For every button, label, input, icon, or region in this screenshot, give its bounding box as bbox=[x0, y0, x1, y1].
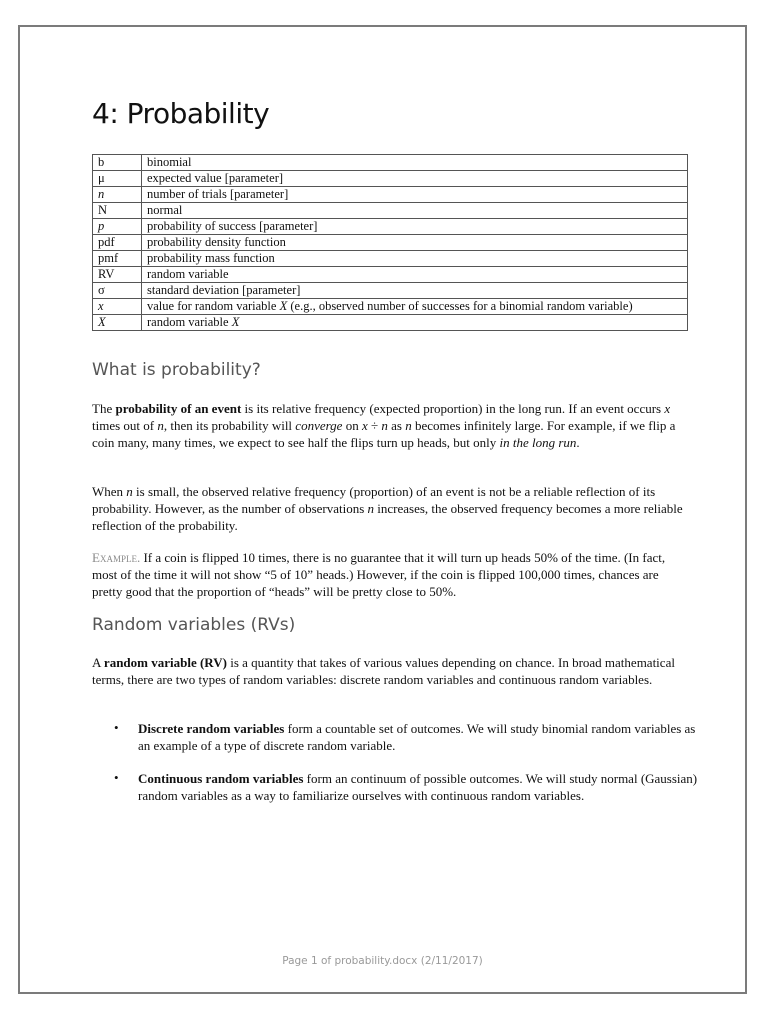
bullet-icon: • bbox=[114, 720, 119, 735]
page-title: 4: Probability bbox=[92, 97, 270, 130]
table-row bbox=[93, 251, 688, 267]
description-cell: probability mass function bbox=[142, 251, 688, 267]
description-text: (e.g., observed number of successes for a binomial random variable) bbox=[287, 299, 633, 313]
table-row bbox=[93, 299, 688, 315]
text: is its relative frequency (expected proportion) in the long run. If an event occurs bbox=[241, 401, 665, 416]
description-cell: probability of success [parameter] bbox=[142, 219, 688, 235]
text: When bbox=[92, 484, 127, 499]
text: is a quantity that takes of various values depending on chance. In broad mathematical terms, there are two types of random variables: discrete random variables and continuous random variables. bbox=[92, 655, 675, 687]
italic-var: n bbox=[157, 418, 164, 433]
table-row bbox=[93, 187, 688, 203]
symbol-italic: X bbox=[98, 315, 106, 329]
description-cell: random variable bbox=[142, 267, 688, 283]
symbol-cell: σ bbox=[93, 283, 142, 299]
document-page bbox=[18, 25, 747, 994]
bullet-icon: • bbox=[114, 770, 119, 785]
symbol-table bbox=[92, 154, 688, 331]
italic-term: in the long run bbox=[499, 435, 577, 450]
description-cell: normal bbox=[142, 203, 688, 219]
table-row bbox=[93, 203, 688, 219]
text: on bbox=[342, 418, 362, 433]
italic-var: n bbox=[405, 418, 412, 433]
symbol-cell: N bbox=[93, 203, 142, 219]
paragraph-probability-definition bbox=[92, 400, 692, 451]
table-row bbox=[93, 155, 688, 171]
text: becomes infinitely large. For example, if we flip a coin many, many times, we expect to see half the flips turn up heads, but only bbox=[92, 418, 676, 450]
text: A bbox=[92, 655, 104, 670]
symbol-cell bbox=[93, 315, 142, 331]
paragraph-rv-definition bbox=[92, 654, 692, 688]
italic-var: x bbox=[361, 418, 368, 433]
bold-term: Continuous random variables bbox=[138, 771, 304, 786]
text: increases, the observed frequency becomes a more reliable reflection of the probability. bbox=[92, 501, 683, 533]
text: as bbox=[387, 418, 406, 433]
description-cell bbox=[142, 299, 688, 315]
section-heading-random-variables: Random variables (RVs) bbox=[92, 615, 296, 635]
paragraph-small-n bbox=[92, 483, 692, 534]
table-row bbox=[93, 315, 688, 331]
description-text: random variable bbox=[147, 315, 232, 329]
symbol-cell bbox=[93, 299, 142, 315]
description-cell: standard deviation [parameter] bbox=[142, 283, 688, 299]
symbol-cell bbox=[93, 219, 142, 235]
italic-var: n bbox=[381, 418, 388, 433]
italic-term: converge bbox=[295, 418, 343, 433]
description-cell: probability density function bbox=[142, 235, 688, 251]
symbol-cell: pdf bbox=[93, 235, 142, 251]
symbol-cell: pmf bbox=[93, 251, 142, 267]
text: . bbox=[576, 435, 580, 450]
text: times out of bbox=[92, 418, 158, 433]
description-italic: X bbox=[279, 299, 288, 313]
list-item-continuous bbox=[138, 770, 698, 804]
text: ÷ bbox=[367, 418, 382, 433]
description-italic: X bbox=[231, 315, 240, 329]
description-text: value for random variable bbox=[147, 299, 280, 313]
table-row bbox=[93, 235, 688, 251]
italic-var: x bbox=[664, 401, 671, 416]
bold-term: random variable (RV) bbox=[103, 655, 227, 670]
bold-term: Discrete random variables bbox=[138, 721, 285, 736]
section-heading-probability: What is probability? bbox=[92, 360, 261, 380]
text: form a countable set of outcomes. We will study binomial random variables as an example of a type of discrete random variable. bbox=[138, 721, 696, 753]
description-cell bbox=[142, 315, 688, 331]
symbol-cell: μ bbox=[93, 171, 142, 187]
symbol-italic: p bbox=[98, 219, 105, 233]
symbol-cell bbox=[93, 187, 142, 203]
page-footer: Page 1 of probability.docx (2/11/2017) bbox=[282, 955, 483, 967]
description-cell: expected value [parameter] bbox=[142, 171, 688, 187]
text: The bbox=[92, 401, 116, 416]
text: If a coin is flipped 10 times, there is no guarantee that it will turn up heads 50% of the time. (In fact, most of the time it will not show “5 of 10” heads.) However, if the coin is flipped 100,000 times, chances are pretty good that the proportion of “heads” will be pretty close to 50%. bbox=[92, 550, 666, 599]
bold-term: probability of an event bbox=[115, 401, 242, 416]
symbol-cell: b bbox=[93, 155, 142, 171]
table-row bbox=[93, 171, 688, 187]
symbol-italic: n bbox=[98, 187, 105, 201]
description-cell: number of trials [parameter] bbox=[142, 187, 688, 203]
description-cell: binomial bbox=[142, 155, 688, 171]
list-item-discrete bbox=[138, 720, 698, 754]
symbol-cell: RV bbox=[93, 267, 142, 283]
paragraph-example bbox=[92, 549, 692, 600]
text: , then its probability will bbox=[163, 418, 296, 433]
text: form an continuum of possible outcomes. We will study normal (Gaussian) random variables as a way to familiarize ourselves with continuous random variables. bbox=[138, 771, 698, 803]
italic-var: n bbox=[126, 484, 133, 499]
symbol-italic: x bbox=[98, 299, 104, 313]
table-row bbox=[93, 267, 688, 283]
table-row bbox=[93, 219, 688, 235]
text: is small, the observed relative frequency (proportion) of an event is not be a reliable reflection of its probability. However, as the number of observations bbox=[92, 484, 656, 516]
italic-var: n bbox=[367, 501, 375, 516]
example-label: Example. bbox=[92, 550, 141, 565]
table-row bbox=[93, 283, 688, 299]
